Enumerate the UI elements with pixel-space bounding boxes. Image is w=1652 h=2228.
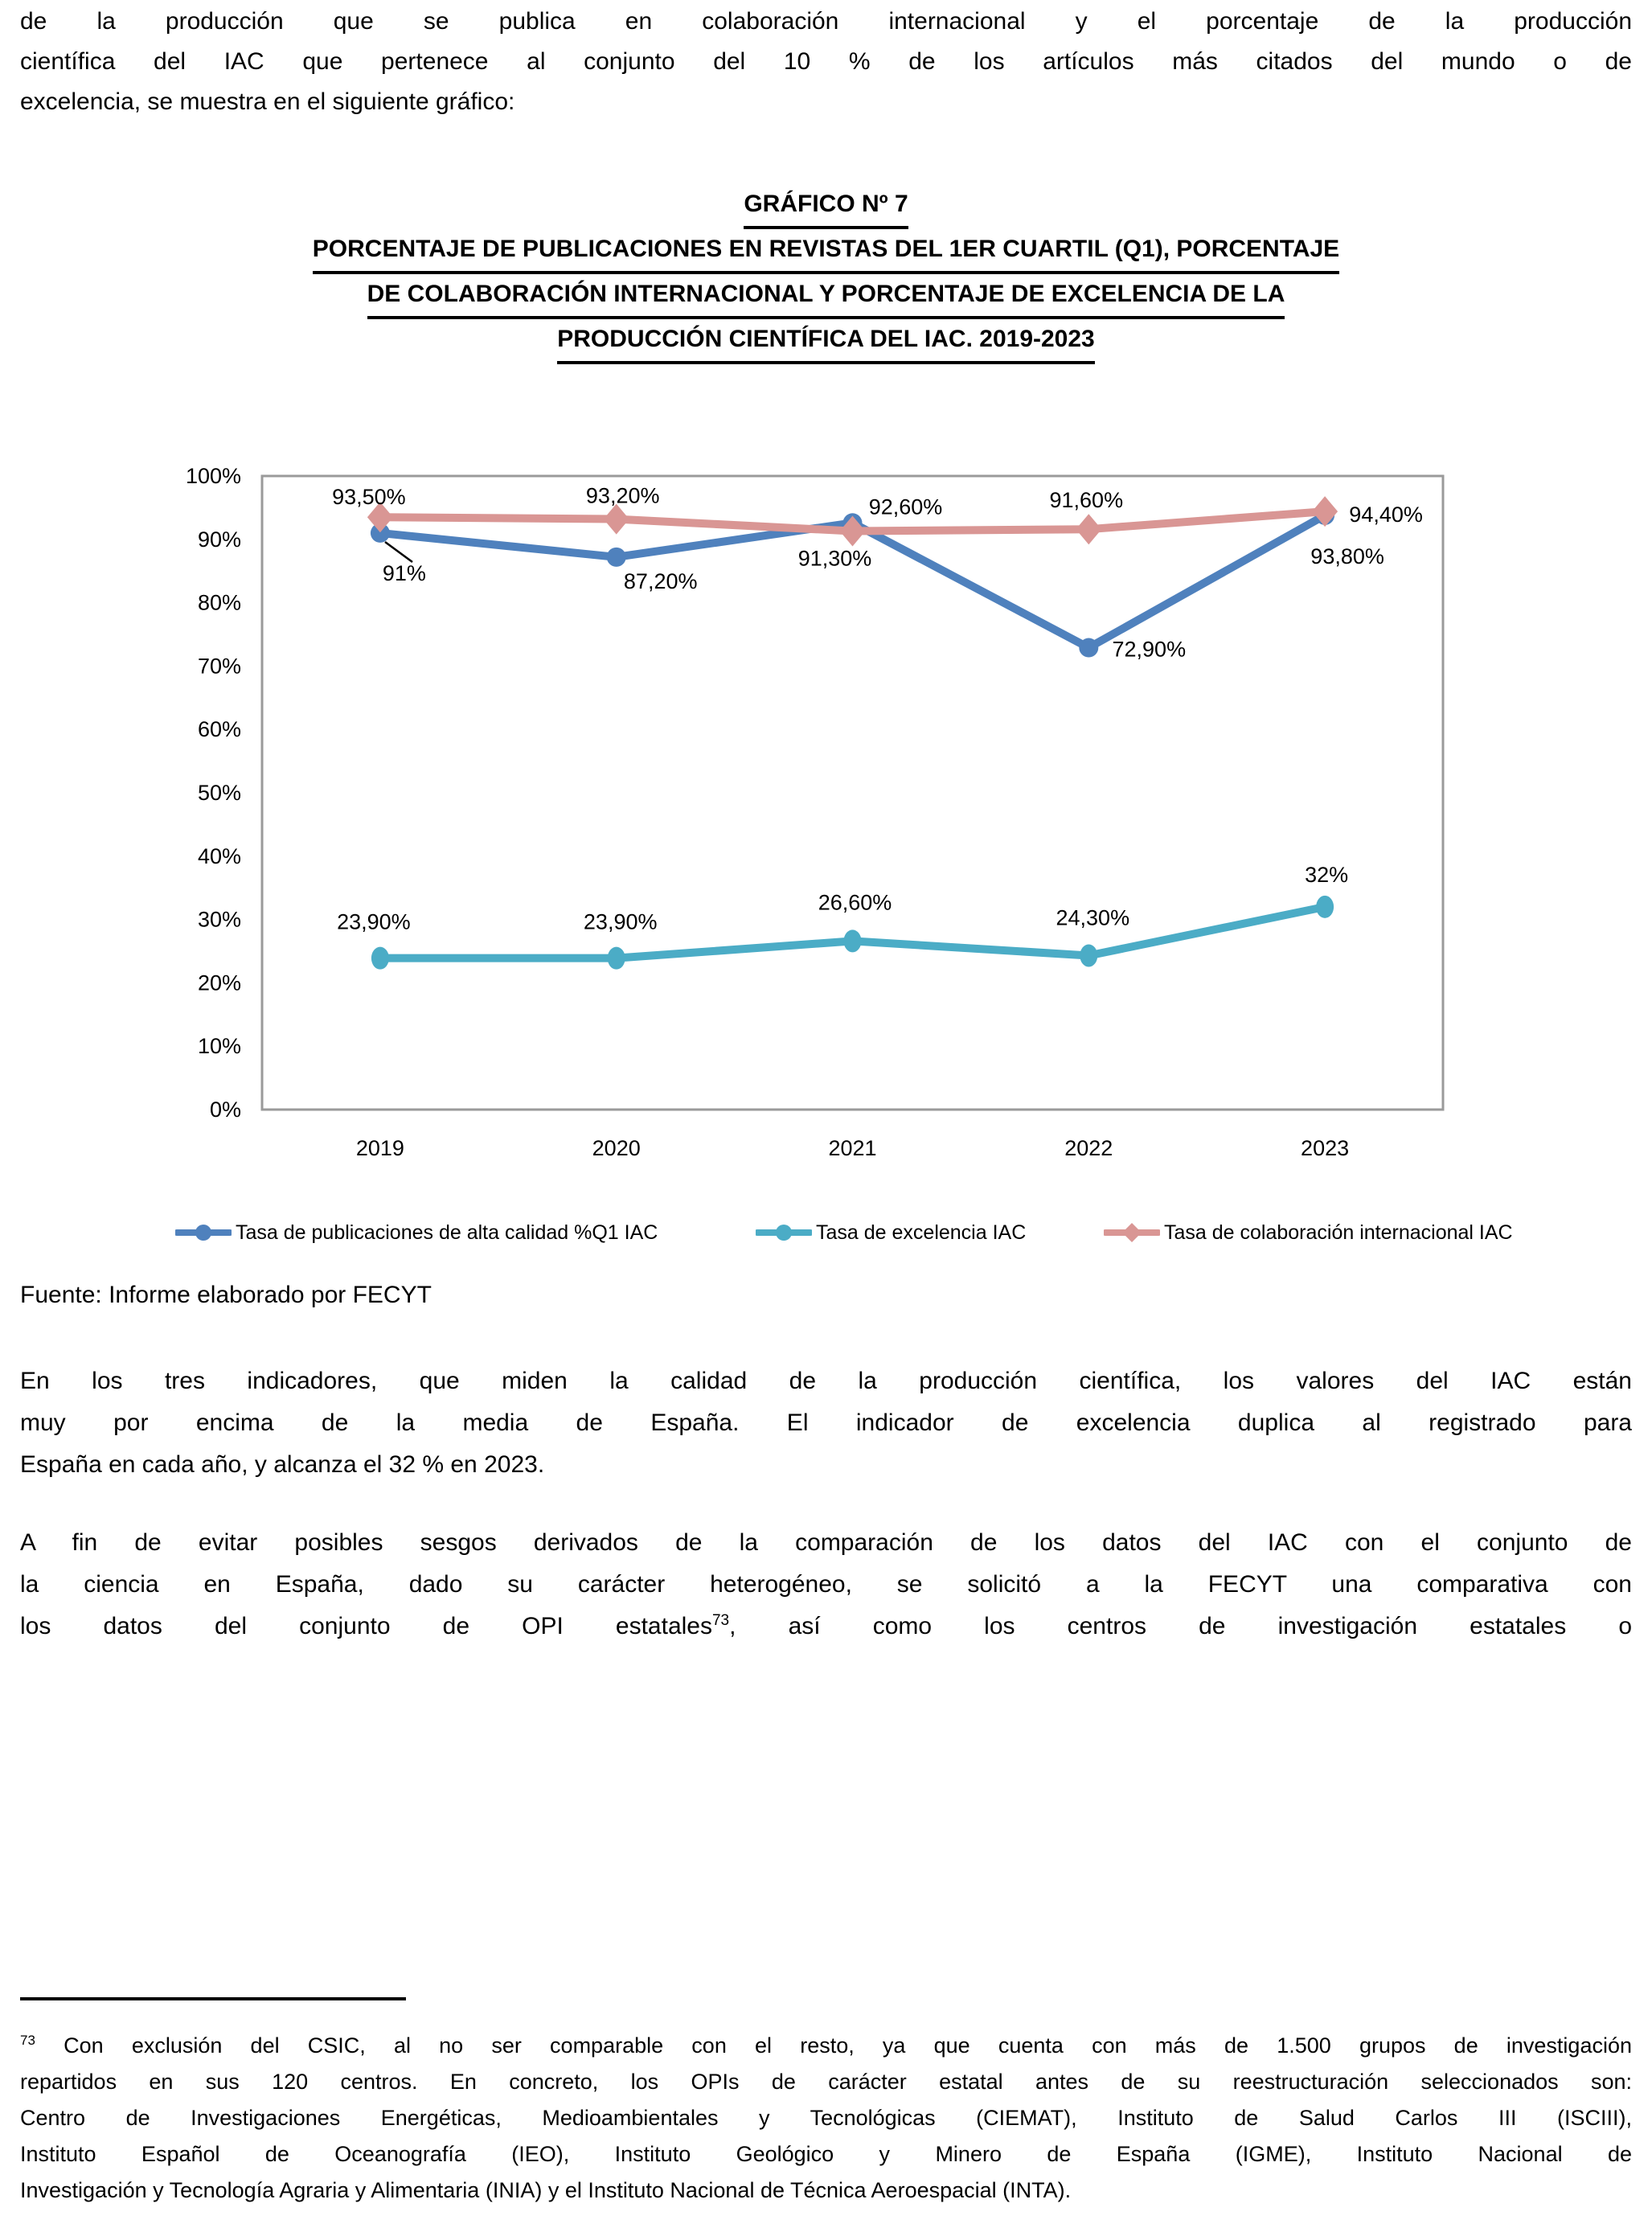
chart-legend [0,1219,1652,1248]
source-caption: Fuente: Informe elaborado por FECYT [20,1282,432,1308]
legend-item-colaboracion [1104,1219,1513,1246]
x-axis-tick-label: 2019 [355,1136,404,1160]
paragraph-line: excelencia, se muestra en el siguiente gráfico: [20,88,515,115]
data-label-series-2: 91,60% [1049,488,1124,513]
data-label-series-0: 72,90% [1112,637,1187,662]
y-axis-tick-label: 10% [197,1034,241,1059]
footnote-number: 73 [20,2033,35,2048]
y-axis-tick-label: 40% [197,843,241,868]
footnote-line: Instituto Español de Oceanografía (IEO), Instituto Geológico y Minero de España (IGME), Instituto Nacional de [20,2142,1632,2166]
paragraph-line: muy por encima de la media de España. El indicador de excelencia duplica al registrado para [20,1409,1632,1436]
series-1-marker [371,947,389,970]
data-label-leader-line [385,542,412,562]
y-axis-tick-label: 50% [197,781,241,805]
data-label-series-2: 93,50% [332,485,406,510]
legend-marker-excelencia-icon [756,1221,812,1244]
data-label-series-2: 94,40% [1349,503,1423,527]
chart-title-line: PRODUCCIÓN CIENTÍFICA DEL IAC. 2019-2023 [0,319,1652,364]
x-axis-tick-label: 2022 [1064,1136,1113,1160]
legend-label-q1: Tasa de publicaciones de alta calidad %Q1 IAC [236,1221,658,1244]
data-label-series-2: 91,30% [797,546,872,571]
footnote-line: repartidos en sus 120 centros. En concreto, los OPIs de carácter estatal antes de su reestructuración seleccionados son: [20,2070,1632,2094]
legend-label-colaboracion: Tasa de colaboración internacional IAC [1164,1221,1513,1244]
legend-item-excelencia [756,1219,1026,1246]
legend-marker-q1-icon [175,1221,232,1244]
x-axis-tick-label: 2020 [592,1136,641,1160]
data-label-series-2: 93,20% [585,483,660,508]
intro-paragraph [20,2,1632,122]
series-1-marker [608,947,625,970]
chart-svg [0,450,1652,1174]
legend-marker-colaboracion-icon [1104,1221,1160,1244]
data-label-series-0: 87,20% [623,568,698,593]
footnote [20,2028,1632,2209]
legend-item-q1 [175,1219,658,1246]
paragraph-line: de la producción que se publica en colaboración internacional y el porcentaje de la producción [20,8,1632,35]
footnote-line: Investigación y Tecnología Agraria y Alimentaria (INIA) y el Instituto Nacional de Técnica Aeroespacial (INTA). [20,2178,1072,2202]
chart-title-block [0,184,1652,364]
x-axis-tick-label: 2023 [1301,1136,1350,1160]
y-axis-tick-label: 20% [197,970,241,995]
paragraph-line: científica del IAC que pertenece al conjunto del 10 % de los artículos más citados del mundo o de [20,48,1632,75]
series-1-marker [1316,896,1334,918]
data-label-series-1: 24,30% [1056,905,1130,930]
paragraph-line: A fin de evitar posibles sesgos derivados de la comparación de los datos del IAC con el conjunto de [20,1529,1632,1556]
chart-title-line: PORCENTAJE DE PUBLICACIONES EN REVISTAS DEL 1ER CUARTIL (Q1), PORCENTAJE [0,229,1652,274]
chart-title-line: DE COLABORACIÓN INTERNACIONAL Y PORCENTAJE DE EXCELENCIA DE LA [0,274,1652,319]
data-label-series-0: 91% [382,560,426,585]
paragraph-line: la ciencia en España, dado su carácter heterogéneo, se solicitó a la FECYT una comparativa con [20,1571,1632,1598]
data-label-series-1: 23,90% [583,909,658,934]
y-axis-tick-label: 100% [185,464,241,488]
data-label-series-0: 92,60% [868,494,943,519]
paragraph-line: España en cada año, y alcanza el 32 % en 2023. [20,1451,545,1478]
footnote-separator [20,1997,406,2000]
comparison-paragraph [20,1522,1632,1647]
y-axis-tick-label: 0% [209,1098,241,1122]
series-2-marker [604,504,629,535]
y-axis-tick-label: 80% [197,590,241,615]
data-label-series-1: 26,60% [818,890,892,915]
x-axis-tick-label: 2021 [828,1136,877,1160]
chart-title-line: GRÁFICO Nº 7 [0,184,1652,229]
y-axis-tick-label: 70% [197,654,241,679]
legend-label-excelencia: Tasa de excelencia IAC [816,1221,1027,1244]
plot-border [262,476,1443,1110]
data-label-series-1: 32% [1305,862,1349,887]
series-0-marker [607,548,626,567]
footnote-line: Centro de Investigaciones Energéticas, Medioambientales y Tecnológicas (CIEMAT), Instituto de Salud Carlos III (ISCIII), [20,2106,1632,2130]
y-axis-tick-label: 30% [197,907,241,932]
footnote-line: $^{73}$ Con exclusión del CSIC, al no ser comparable con el resto, ya que cuenta con más de 1.500 grupos de investigación [20,2033,1632,2058]
y-axis-tick-label: 60% [197,717,241,742]
paragraph-line: En los tres indicadores, que miden la calidad de la producción científica, los valores del IAC están [20,1368,1632,1394]
y-axis-tick-label: 90% [197,527,241,552]
footnote-reference: 73 [711,1612,730,1629]
data-label-series-0: 93,80% [1310,544,1384,568]
series-0-marker [1079,638,1098,658]
data-label-series-1: 23,90% [337,909,411,934]
series-1-marker [1080,945,1097,967]
series-1-marker [844,929,862,952]
paragraph-line-with-footnote-ref: los datos del conjunto de OPI estatales$^{73}$, así como los centros de investigación estatales o [20,1612,1633,1639]
series-2-marker [1076,514,1101,544]
analysis-paragraph [20,1360,1632,1486]
